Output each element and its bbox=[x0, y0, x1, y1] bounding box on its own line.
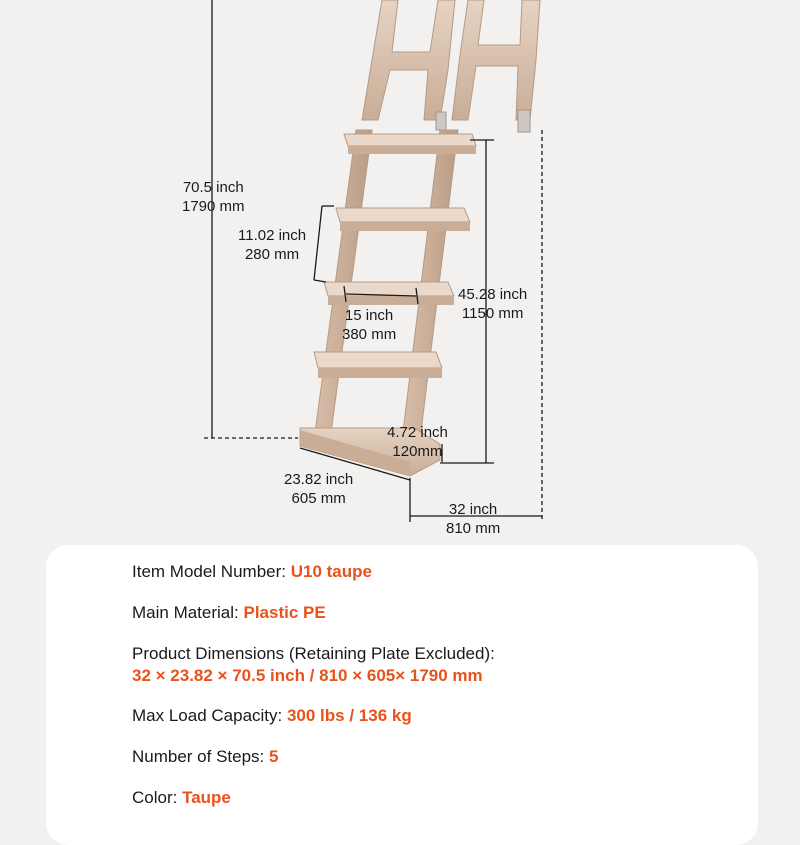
height-dimension-label: 70.5 inch 1790 mm bbox=[182, 179, 245, 215]
spec-steps: Number of Steps: 5 bbox=[132, 747, 279, 766]
base-width-label: 23.82 inch 605 mm bbox=[284, 471, 354, 507]
depth-label: 32 inch 810 mm bbox=[446, 501, 501, 537]
step-width-label: 15 inch 380 mm bbox=[342, 307, 397, 343]
spec-load: Max Load Capacity: 300 lbs / 136 kg bbox=[132, 706, 412, 725]
spec-model: Item Model Number: U10 taupe bbox=[132, 562, 372, 581]
spec-color: Color: Taupe bbox=[132, 788, 231, 807]
base-height-label: 4.72 inch 120mm bbox=[387, 424, 448, 460]
spec-material: Main Material: Plastic PE bbox=[132, 603, 326, 622]
spec-dimensions: Product Dimensions (Retaining Plate Excluded): 32 × 23.82 × 70.5 inch / 810 × 605× 1790 mm bbox=[132, 644, 495, 685]
inner-height-label: 45.28 inch 1150 mm bbox=[458, 286, 528, 322]
ladder-image bbox=[300, 0, 540, 476]
step-spacing-label: 11.02 inch 280 mm bbox=[238, 227, 307, 263]
